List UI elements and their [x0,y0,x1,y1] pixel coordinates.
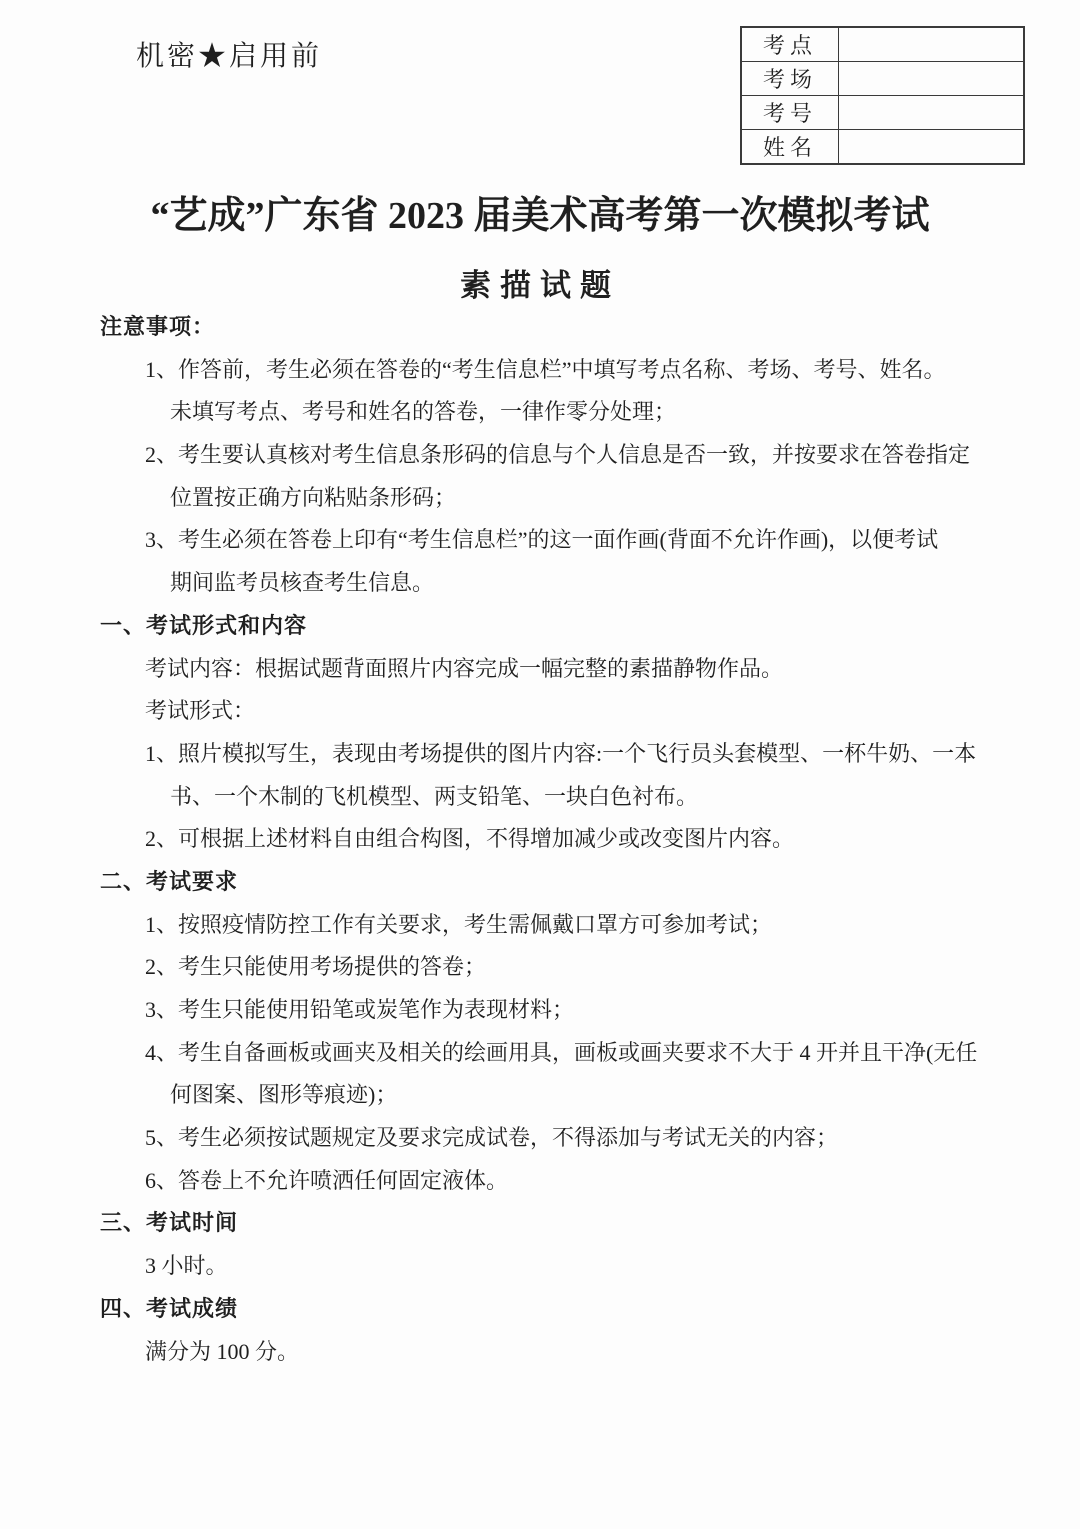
text-line: 2、可根据上述材料自由组合构图，不得增加减少或改变图片内容。 [145,826,795,852]
text-line: 书、一个木制的飞机模型、两支铅笔、一块白色衬布。 [170,783,699,809]
text-line: 考试形式： [145,698,256,724]
info-label-name: 姓名 [741,130,839,165]
candidate-info-table [740,26,1025,165]
info-value-exam-number [839,96,1025,130]
info-label-exam-room: 考场 [741,62,839,96]
info-row-exam-room [741,62,1024,96]
info-value-name [839,130,1025,165]
section-heading: 三、考试时间 [100,1210,239,1236]
exam-subtitle: 素描试题 [460,268,620,303]
text-line: 6、答卷上不允许喷洒任何固定液体。 [145,1167,509,1193]
text-line: 期间监考员核查考生信息。 [170,570,435,596]
info-value-exam-room [839,62,1025,96]
text-line: 考试内容：根据试题背面照片内容完成一幅完整的素描静物作品。 [145,655,784,681]
confidential-label: 机密★启用前 [136,41,323,72]
text-line: 1、作答前，考生必须在答卷的“考生信息栏”中填写考点名称、考场、考号、姓名。 [145,356,946,382]
info-row-name [741,130,1024,165]
section-heading: 一、考试形式和内容 [100,612,308,638]
text-line: 3、考生必须在答卷上印有“考生信息栏”的这一面作画(背面不允许作画)，以便考试 [145,527,939,553]
document-body [0,306,1080,1373]
text-line: 3 小时。 [145,1253,228,1279]
text-line: 4、考生自备画板或画夹及相关的绘画用具，画板或画夹要求不大于 4 开并且干净(无任 [145,1039,978,1065]
text-line: 2、考生只能使用考场提供的答卷； [145,954,487,980]
info-label-exam-site: 考点 [741,27,839,62]
text-line: 未填写考点、考号和姓名的答卷，一律作零分处理； [170,399,677,425]
text-line: 满分为 100 分。 [145,1338,300,1364]
info-label-exam-number: 考号 [741,96,839,130]
text-line: 1、照片模拟写生，表现由考场提供的图片内容:一个飞行员头套模型、一杯牛奶、一本 [145,740,977,766]
text-line: 位置按正确方向粘贴条形码； [170,484,457,510]
text-line: 何图案、图形等痕迹)； [170,1082,398,1108]
text-line: 2、考生要认真核对考生信息条形码的信息与个人信息是否一致，并按要求在答卷指定 [145,442,971,468]
exam-title: “艺成”广东省 2023 届美术高考第一次模拟考试 [150,195,930,237]
text-line: 1、按照疫情防控工作有关要求，考生需佩戴口罩方可参加考试； [145,911,773,937]
section-heading: 二、考试要求 [100,868,239,894]
section-heading: 四、考试成绩 [100,1295,239,1321]
info-row-exam-number [741,96,1024,130]
text-line: 3、考生只能使用铅笔或炭笔作为表现材料； [145,997,575,1022]
text-line: 5、考生必须按试题规定及要求完成试卷，不得添加与考试无关的内容； [145,1125,839,1151]
section-heading: 注意事项： [100,314,216,339]
info-row-exam-site [741,27,1024,62]
info-value-exam-site [839,27,1025,62]
